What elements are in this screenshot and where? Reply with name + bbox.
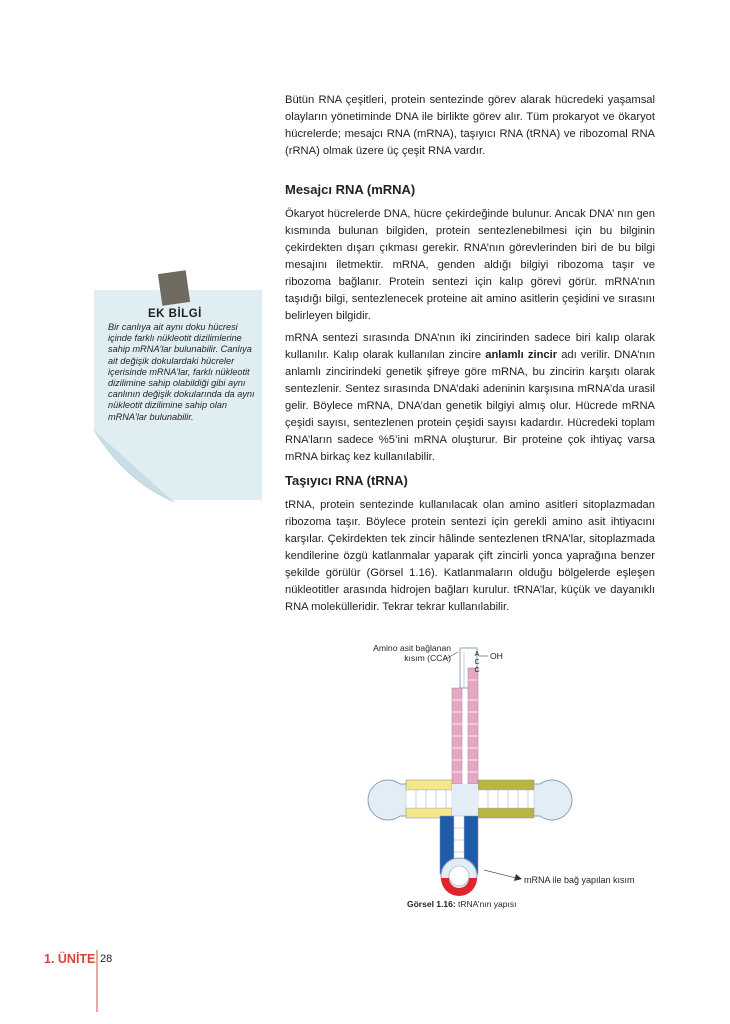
intro-paragraph: Bütün RNA çeşitleri, protein sentezinde görev alarak hücredeki yaşamsal olayların yönetiminde DNA ile birlikte görev alır. Tüm prokaryot ve ökaryot hücrelerde; mesajcı RNA (mRNA), taşıyıcı RNA (tRNA) ve ribozomal RNA (rRNA) olmak üzere üç çeşit RNA vardır.: [285, 94, 655, 157]
figure-caption: Görsel 1.16: tRNA’nın yapısı: [407, 899, 517, 909]
tape-icon: [158, 270, 190, 306]
mrna-paragraph-1: Ökaryot hücrelerde DNA, hücre çekirdeğinde bulunur. Ancak DNA’ nın gen kısmında bulunan bilgiden, protein sentezlenebilmesi için bu bilginin çekirdekten dışarı çıkması gerekir. RNA’nın görevlerinden biri de bu bilgi mesajını iletmektir. mRNA, genden aldığı bilgiyi ribozoma taşır ve ribozoma bağlanır. Protein sentezi için kalıp görevi görür. mRNA’nın taşıdığı bilgi, sentezlenecek proteine ait amino asitlerin çeşidini ve sırasını belirleyen bilgidir.: [285, 208, 655, 322]
page-number: 28: [100, 953, 113, 965]
label-acc: A C C: [474, 651, 480, 674]
d-arm-top: [406, 780, 452, 790]
ek-bilgi-text: Bir canlıya ait aynı doku hücresi içinde farklı nükleotit dizilimlerine sahip mRNA’lar bulunabilir. Canlıya ait değişik dokulardaki hücreler içerisinde mRNA’lar, farklı nükleotit dizilimine sahip olabildiği gibi aynı canlının değişik dokularında da aynı nükleotit dizilimine sahip olan mRNA’lar bulunabilir.: [108, 322, 255, 422]
anlamli-zincir-term: anlamlı zincir: [485, 349, 558, 361]
t-arm-bottom: [478, 808, 534, 818]
footer-divider: [96, 950, 98, 1012]
ek-bilgi-title: EK BİLGİ: [148, 308, 202, 320]
trna-diagram: [340, 640, 600, 900]
trna-heading: Taşıyıcı RNA (tRNA): [285, 473, 408, 488]
label-mrna-binding: mRNA ile bağ yapılan kısım: [524, 875, 635, 885]
trna-paragraph: tRNA, protein sentezinde kullanılacak olan amino asitleri sitoplazmadan ribozoma taşır. Böylece protein sentezi için gerekli amino asit ihtiyacını karşılar. Çekirdekten tek zincir hâlinde sentezlenen tRNA’lar, sitoplazmada kendilerine özgü katlanmalar yaparak çift zincirli yonca yaprağına benzer şekilde görülür (Görsel 1.16). Katlanmaların olduğu bölgelerde eşleşen nükleotitler arasında hidrojen bağları kurulur. tRNA’lar, küçük ve dayanıklı RNA molekülleridir. Tekrar tekrar kullanılabilir.: [285, 499, 655, 613]
unit-label: 1. ÜNİTE: [44, 952, 96, 966]
ek-bilgi-fold: [94, 430, 174, 502]
label-oh: OH: [490, 651, 503, 661]
mrna-heading: Mesajcı RNA (mRNA): [285, 182, 416, 197]
acceptor-stem-right: [468, 668, 478, 784]
t-arm-top: [478, 780, 534, 790]
mrna-paragraph-2: mRNA sentezi sırasında DNA’nın iki zincirinden sadece biri kalıp olarak kullanılır. Kalıp olarak kullanılan zincire anlamlı zincir adı verilir. DNA’nın anlamlı zincirindeki genetik şifreye göre mRNA, bu zincirin karşıtı olarak sentezlenir. Sentez sırasında DNA’daki adeninin karşısına mRNA’da urasil gelir. Böylece mRNA, DNA’dan genetik bilgiyi almış olur. Hücrede mRNA çeşidi sayısı, sentezlenen protein çeşidi sayısı kadardır. Hücredeki toplam RNA’ların sadece %5’ini mRNA oluşturur. Bir proteine çok ihtiyaç varsa mRNA birkaç kez kullanılabilir.: [285, 332, 655, 463]
label-binding-site: Amino asit bağlanan kısım (CCA): [373, 643, 451, 663]
